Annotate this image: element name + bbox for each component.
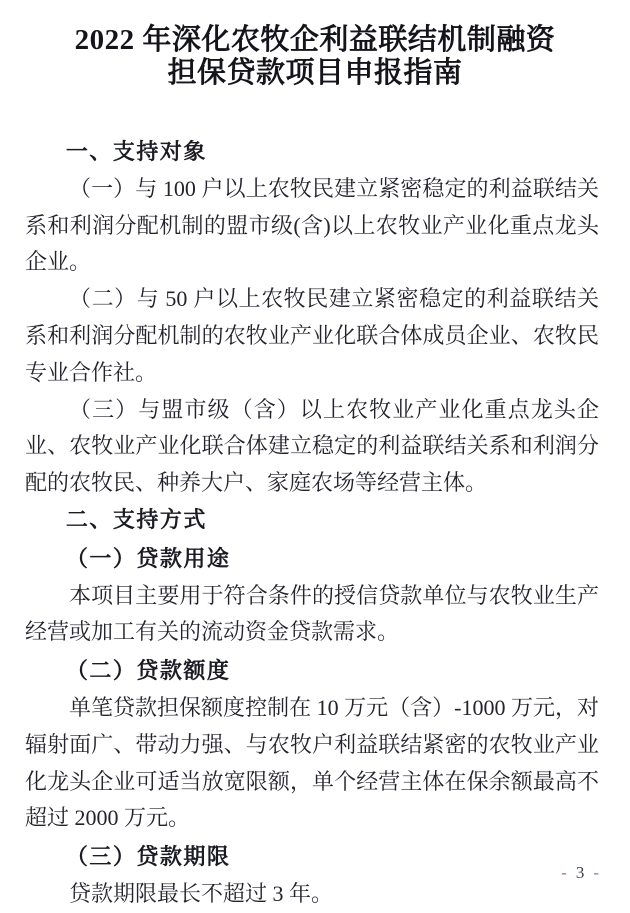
title-line-2: 担保贷款项目申报指南 <box>167 57 463 89</box>
document-body <box>25 134 599 913</box>
section-heading-support-targets: 一、支持对象 <box>65 139 207 164</box>
paragraph-support-target-3: （三）与盟市级（含）以上农牧业产业化重点龙头企业、农牧业产业化联合体建立稳定的利益联结关系和利润分配的农牧民、种养大户、家庭农场等经营主体。 <box>25 396 599 496</box>
page-number <box>561 864 599 881</box>
sub-heading-loan-term: （三）贷款期限 <box>65 844 231 870</box>
section-heading-support-methods: 二、支持方式 <box>65 506 207 532</box>
page-number-value: 3 <box>575 863 585 882</box>
sub-heading-loan-quota: （二）贷款额度 <box>65 658 231 684</box>
paragraph-support-target-1: （一）与 100 户以上农牧民建立紧密稳定的利益联结关系和利润分配机制的盟市级(含)以上农牧业产业化重点龙头企业。 <box>25 175 599 275</box>
paragraph-loan-quota: 单笔贷款担保额度控制在 10 万元（含）-1000 万元，对辐射面广、带动力强、与农牧户利益联结紧密的农牧业产业化龙头企业可适当放宽限额，单个经营主体在保余额最高不超过 2000 万元。 <box>25 694 599 831</box>
document-title <box>34 24 596 90</box>
sub-heading-loan-purpose: （一）贷款用途 <box>65 545 231 571</box>
page-number-dash-right: - <box>593 863 599 882</box>
page-number-dash-left: - <box>561 863 567 882</box>
title-line-1: 2022 年深化农牧企利益联结机制融资 <box>74 24 556 56</box>
paragraph-loan-purpose: 本项目主要用于符合条件的授信贷款单位与农牧业生产经营或加工有关的流动资金贷款需求。 <box>25 582 599 645</box>
paragraph-loan-term: 贷款期限最长不超过 3 年。 <box>69 880 334 906</box>
paragraph-support-target-2: （二）与 50 户以上农牧民建立紧密稳定的利益联结关系和利润分配机制的农牧业产业化联合体成员企业、农牧民专业合作社。 <box>25 286 599 385</box>
document-page <box>0 24 630 907</box>
